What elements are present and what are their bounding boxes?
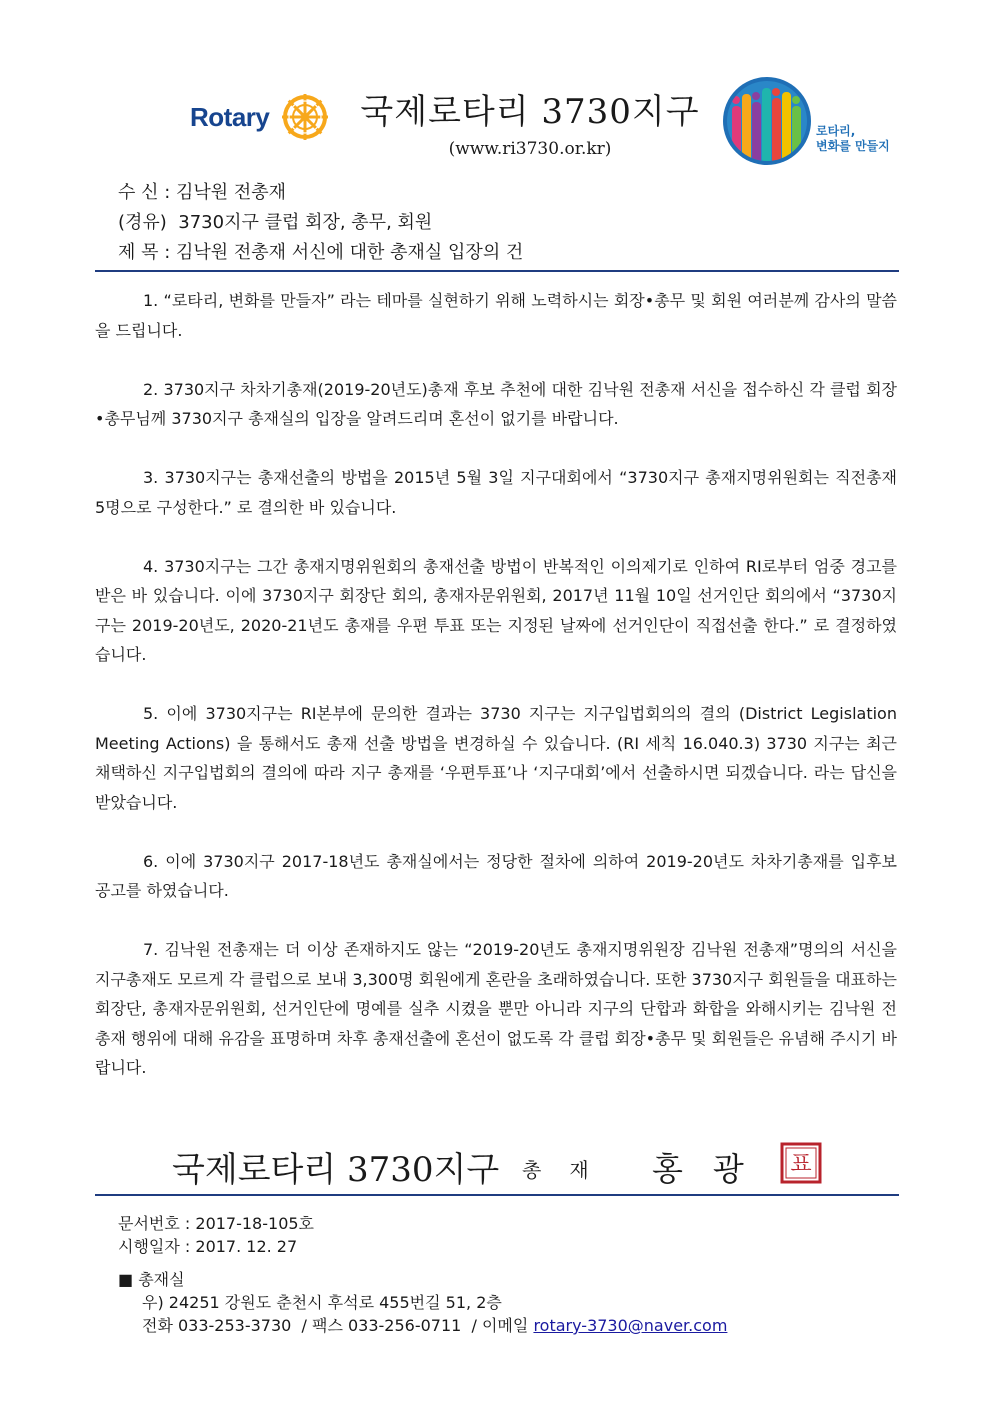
title-block xyxy=(340,84,720,159)
document-meta xyxy=(118,1212,314,1258)
theme-logo-icon xyxy=(722,76,812,166)
paragraph-6: 6. 이에 3730지구 2017-18년도 총재실에서는 정당한 절차에 의하여 2019-20년도 차차기총재를 입후보 공고를 하였습니다. xyxy=(95,851,897,900)
office-title: ■ 총재실 xyxy=(118,1270,185,1289)
rotary-logo xyxy=(190,92,340,152)
footer-divider xyxy=(95,1194,899,1196)
rotary-wordmark: Rotary xyxy=(190,102,270,132)
signature-org: 국제로타리 3730지구 xyxy=(172,1150,500,1190)
header-divider xyxy=(95,270,899,272)
district-title: 국제로타리 3730지구 xyxy=(360,92,700,132)
theme-text-line1: 로타리, xyxy=(816,124,856,138)
office-contact-line xyxy=(118,1314,727,1337)
signature-name: 홍광 xyxy=(652,1150,774,1188)
paragraph-7: 7. 김낙원 전총재는 더 이상 존재하지도 않는 “2019-20년도 총재지명위원장 김낙원 전총재”명의의 서신을 지구총재도 모르게 각 클럽으로 보내 3,300명 회원에게 혼란을 초래하였습니다. 또한 3730지구 회원들을 대표하는 회장단, 총재자문위원회, 선거인단에 명예를 실추 시켰을 뿐만 아니라 지구의 단합과 화합을 와해시키는 김낙원 전총재 행위에 대해 유감을 표명하며 차후 총재선출에 혼선이 없도록 각 클럽 회장•총무 및 회원들은 유념해 주시기 바랍니다. xyxy=(95,940,897,1077)
signature-block xyxy=(172,1142,832,1192)
theme-text xyxy=(816,124,916,154)
paragraph-3: 3. 3730지구는 총재선출의 방법을 2015년 5월 3일 지구대회에서 “3730지구 총재지명위원회는 직전총재 5명으로 구성한다.” 로 결의한 바 있습니다. xyxy=(95,468,897,517)
recipient-subject: 제 목 : 김낙원 전총재 서신에 대한 총재실 입장의 건 xyxy=(118,242,524,263)
recipient-block xyxy=(118,178,523,268)
paragraph-2: 2. 3730지구 차차기총재(2019-20년도)총재 후보 추천에 대한 김낙원 전총재 서신을 접수하신 각 클럽 회장•총무님께 3730지구 총재실의 입장을 알려드리며 혼선이 없기를 바랍니다. xyxy=(95,379,897,428)
paragraph-1: 1. “로타리, 변화를 만들자” 라는 테마를 실현하기 위해 노력하시는 회장•총무 및 회원 여러분께 감사의 말씀을 드립니다. xyxy=(95,291,897,340)
letter-body xyxy=(95,286,897,1112)
district-url: (www.ri3730.or.kr) xyxy=(448,139,612,159)
paragraph-5: 5. 이에 3730지구는 RI본부에 문의한 결과는 3730 지구는 지구입법회의의 결의 (District Legislation Meeting Actions) 을 통해서도 총재 선출 방법을 변경하실 수 있습니다. (RI 세칙 16.040.3) 3730 지구는 최근 채택하신 지구입법회의 결의에 따라 지구 총재를 ‘우편투표’나 ‘지구대회’에서 선출하시면 되겠습니다. 라는 답신을 받았습니다. xyxy=(95,704,897,812)
document-number: 문서번호 : 2017-18-105호 xyxy=(118,1214,315,1233)
theme-text-line2: 변화를 만들지 xyxy=(816,139,890,153)
office-contact xyxy=(118,1268,727,1337)
signature-role: 총재 xyxy=(522,1158,617,1182)
rotary-wheel-icon xyxy=(282,94,328,140)
letterhead xyxy=(0,0,992,170)
seal-glyph: 표 xyxy=(790,1152,812,1177)
recipient-to: 수 신 : 김낙원 전총재 xyxy=(118,182,287,203)
document-date: 시행일자 : 2017. 12. 27 xyxy=(118,1237,298,1256)
office-address: 우) 24251 강원도 춘천시 후석로 455번길 51, 2층 xyxy=(142,1293,502,1312)
office-email-link[interactable]: rotary-3730@naver.com xyxy=(533,1316,728,1335)
recipient-via: (경유) 3730지구 클럽 회장, 총무, 회원 xyxy=(118,212,433,233)
official-seal-icon xyxy=(780,1142,822,1184)
paragraph-4: 4. 3730지구는 그간 총재지명위원회의 총재선출 방법이 반복적인 이의제기로 인하여 RI로부터 엄중 경고를 받은 바 있습니다. 이에 3730지구 회장단 회의, 총재자문위원회, 2017년 11월 10일 선거인단 회의에서 “3730지구는 2019-20년도, 2020-21년도 총재를 우편 투표 또는 지정된 날짜에 선거인단이 직접선출 한다.” 로 결정하였습니다. xyxy=(95,556,897,664)
office-phone-fax: 전화 033-253-3730 / 팩스 033-256-0711 / 이메일 xyxy=(142,1316,534,1335)
